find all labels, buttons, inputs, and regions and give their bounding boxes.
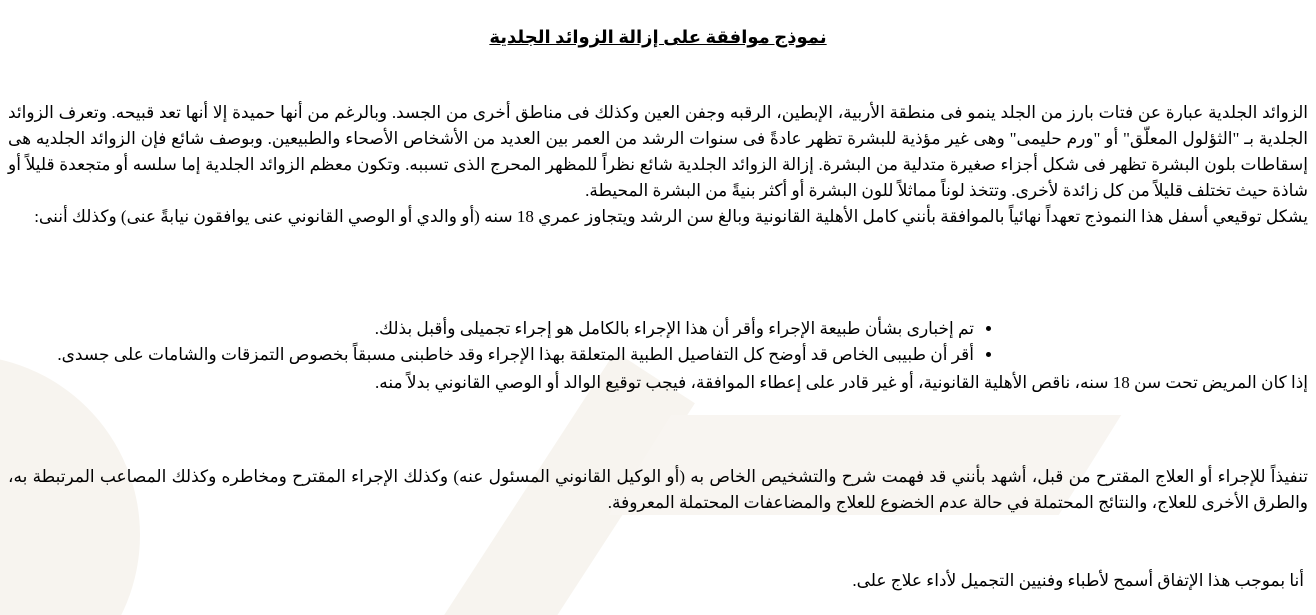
closing-section	[8, 568, 1304, 594]
minor-patient-note: إذا كان المريض تحت سن 18 سنه، ناقص الأهلية القانونية، أو غير قادر على إعطاء الموافقة، فيجب توقيع الوالد أو الوصي القانوني بدلاً منه.	[375, 373, 1308, 392]
list-item: • أقر أن طبيبى الخاص قد أوضح كل التفاصيل الطبية المتعلقة بهذا الإجراء وقد خاطبنى مسبقاً بخصوص التمزقات والشامات على جسدى.	[10, 342, 974, 368]
intro-paragraph: الزوائد الجلدية عبارة عن فتات بارز من الجلد ينمو فى منطقة الأربية، الإبطين، الرقبه وجفن العين وكذلك فى مناطق أخرى من الجسد. وبالرغم من أنها حميدة إلا أنها تعد قبيحه. وتعرف الزوائد الجلدية بـ "الثؤلول المعلّق" أو "ورم حليمى" وهى غير مؤذية للبشرة تظهر عادةً فى سنوات الرشد من العمر بين العديد من الأشخاص الأصحاء والطبيعين. وبوصف شائع فإن الزوائد الجلديه هى إسقاطات بلون البشرة تظهر فى شكل أجزاء صغيرة متدلية من البشرة. إزالة الزوائد الجلدية شائع نظراً للمظهر المحرج الذى تسببه. وتكون معظم الزوائد الجلدية إما سلسه أو متجعدة قليلاً أو شاذة حيث تختلف قليلاً من كل زائدة لأخرى. وتتخذ لوناً مماثلاً للون البشرة أو أكثر بنيةً من البشرة المحيطة.	[8, 103, 1308, 200]
intro-section	[8, 100, 1308, 230]
closing-line: أنا بموجب هذا الإتفاق أسمح لأطباء وفنيين التجميل لأداء علاج على.	[852, 571, 1304, 590]
page-title: نموذج موافقة على إزالة الزوائد الجلدية	[489, 27, 827, 47]
treatment-acknowledgement-section	[8, 464, 1308, 516]
consent-declaration-paragraph: يشكل توقيعي أسفل هذا النموذج تعهداً نهائياً بالموافقة بأنني كامل الأهلية القانونية وبالغ سن الرشد ويتجاوز عمري 18 سنه (أو والدي أو الوصي القانوني عنى يوافقون نيابةً عنى) وكذلك أننى:	[34, 207, 1308, 226]
consent-bullet-list	[0, 316, 1316, 368]
acknowledgement-paragraph: تنفيذاً للإجراء أو العلاج المقترح من قبل، أشهد بأنني قد فهمت شرح والتشخيص الخاص به (أو الوكيل القانوني المسئول عنه) وكذلك الإجراء المقترح ومخاطره وكذلك المصاعب المرتبطة به، والطرق الأخرى للعلاج، والنتائج المحتملة في حالة عدم الخضوع للعلاج والمضاعفات المحتملة المعروفة.	[8, 467, 1308, 512]
list-item: • تم إخبارى بشأن طبيعة الإجراء وأقر أن هذا الإجراء بالكامل هو إجراء تجميلى وأقبل بذلك.	[10, 316, 974, 342]
acknowledgement-list-section	[0, 316, 1316, 396]
